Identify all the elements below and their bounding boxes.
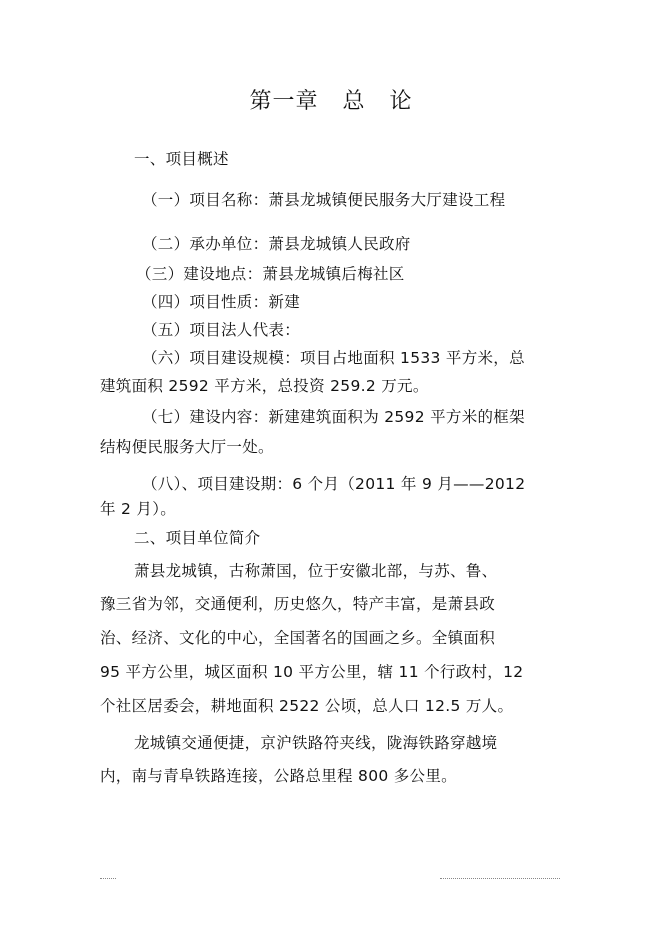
footer-rule-right <box>440 878 560 879</box>
chapter-title: 第一章 总 论 <box>249 89 413 114</box>
section-heading-overview: 一、项目概述 <box>134 150 229 168</box>
para1-line4: 95 平方公里，城区面积 10 平方公里，辖 11 个行政村，12 <box>100 663 524 681</box>
para1-line5: 个社区居委会，耕地面积 2522 公顷，总人口 12.5 万人。 <box>100 697 514 715</box>
para2-line2: 内，南与青阜铁路连接，公路总里程 800 多公里。 <box>100 767 457 785</box>
item-nature: （四）项目性质：新建 <box>142 293 301 311</box>
para1-line3: 治、经济、文化的中心，全国著名的国画之乡。全镇面积 <box>100 629 496 647</box>
item-legal-rep: （五）项目法人代表： <box>142 321 301 339</box>
section-heading-unit: 二、项目单位简介 <box>134 529 261 547</box>
item-content-line1: （七）建设内容：新建建筑面积为 2592 平方米的框架 <box>142 408 525 426</box>
footer-rule-left <box>100 878 116 879</box>
item-period-line1: （八）、项目建设期：6 个月（2011 年 9 月——2012 <box>142 475 526 493</box>
item-scale-line1: （六）项目建设规模：项目占地面积 1533 平方米，总 <box>142 349 525 367</box>
item-project-name: （一）项目名称：萧县龙城镇便民服务大厅建设工程 <box>142 191 506 209</box>
item-location: （三）建设地点：萧县龙城镇后梅社区 <box>136 265 405 283</box>
item-period-line2: 年 2 月）。 <box>100 500 177 518</box>
para1-line1: 萧县龙城镇，古称萧国，位于安徽北部，与苏、鲁、 <box>134 562 498 580</box>
item-scale-line2: 建筑面积 2592 平方米，总投资 259.2 万元。 <box>100 377 429 395</box>
item-content-line2: 结构便民服务大厅一处。 <box>100 438 274 456</box>
para2-line1: 龙城镇交通便捷，京沪铁路符夹线，陇海铁路穿越境 <box>134 734 498 752</box>
item-organizer: （二）承办单位：萧县龙城镇人民政府 <box>142 235 411 253</box>
para1-line2: 豫三省为邻，交通便利，历史悠久，特产丰富，是萧县政 <box>100 595 496 613</box>
